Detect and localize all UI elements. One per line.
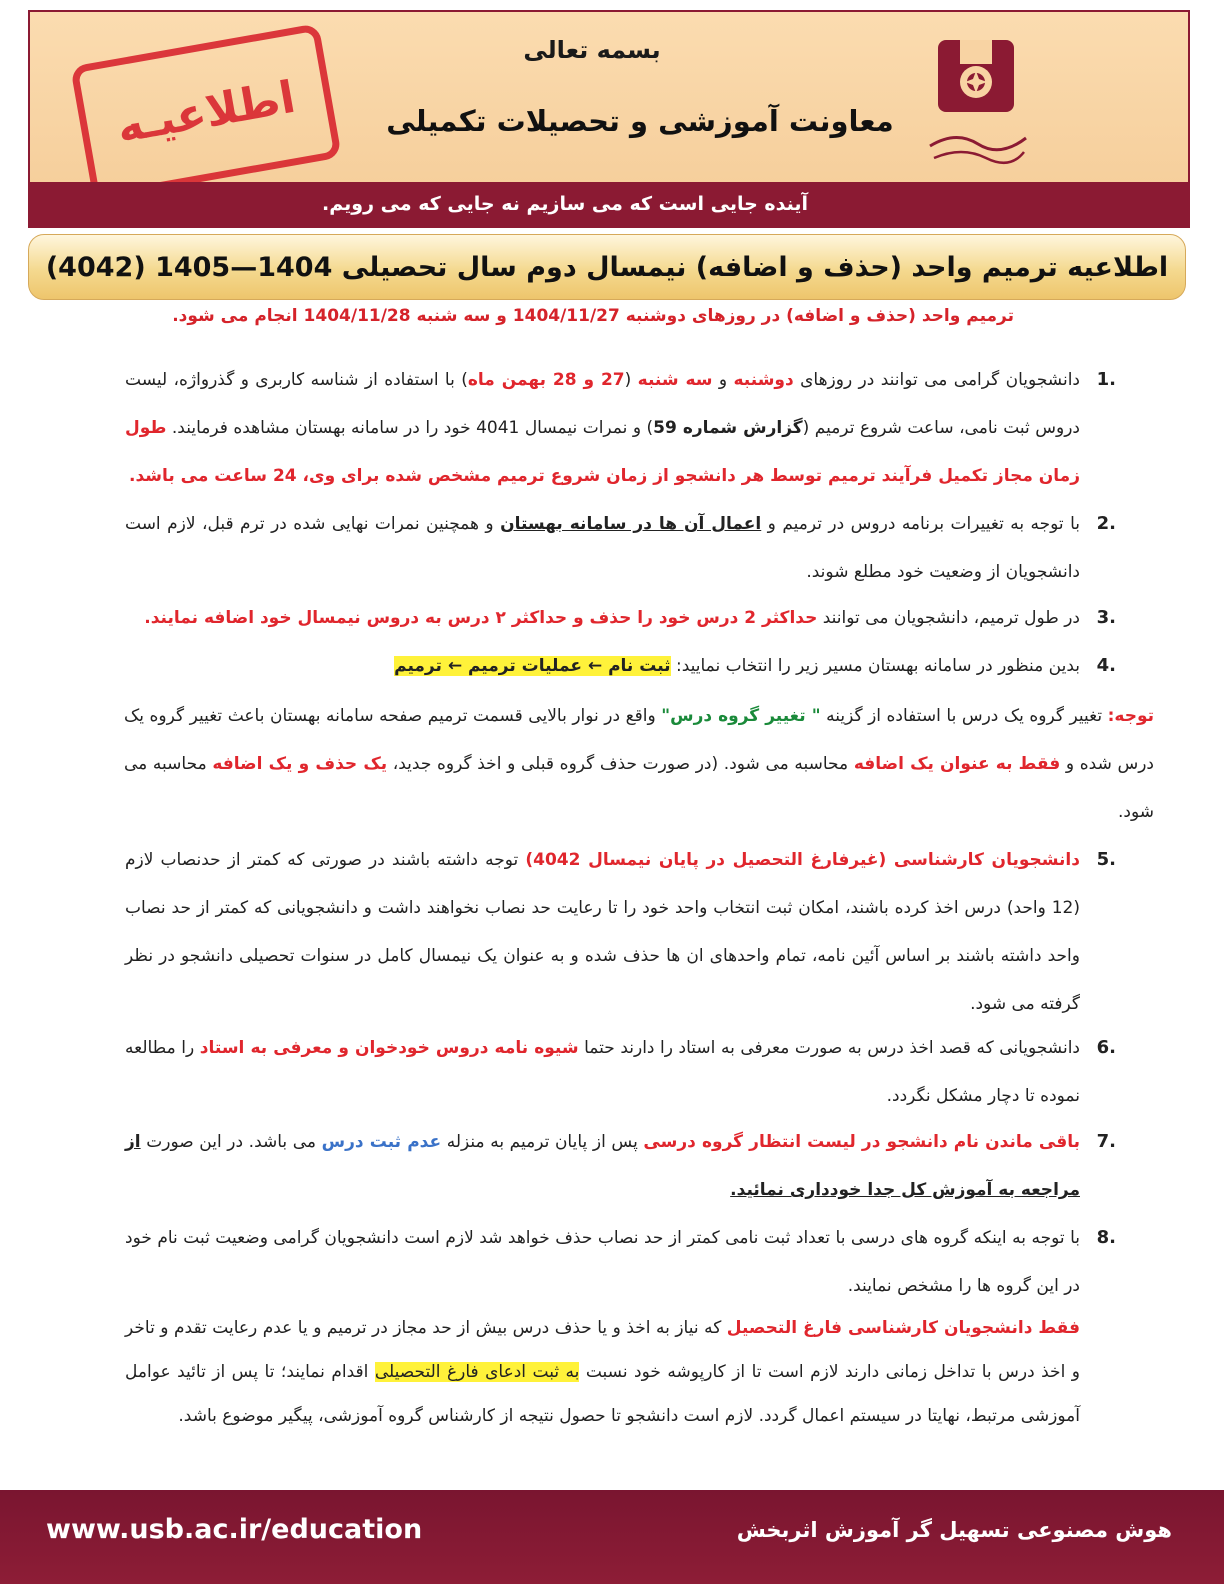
- graduate-highlight: به ثبت ادعای فارغ التحصیلی: [374, 1362, 580, 1382]
- note-text: تغییر گروه یک درس با استفاده از گزینه: [820, 706, 1108, 726]
- header-banner: [28, 10, 1190, 228]
- slogan-band: [30, 182, 1188, 226]
- item-text: با توجه به اینکه گروه های درسی با تعداد ثبت نامی کمتر از حد نصاب حذف خواهد شد لازم است دانشجویان گرامی وضعیت ثبت نام خود در این گروه ها را مشخص نمایند.: [125, 1228, 1080, 1296]
- note-option: " تغییر گروه درس": [661, 706, 821, 726]
- item-number: 8.: [1096, 1227, 1116, 1248]
- note-label: توجه:: [1107, 706, 1155, 726]
- note-text: محاسبه می شود.: [124, 754, 1154, 822]
- note-text: واقع در نوار بالایی قسمت ترمیم صفحه سامانه بهستان باعث تغییر گروه یک درس شده و: [124, 706, 1155, 774]
- stamp-label: اطلاعیـه: [113, 71, 299, 153]
- item-text: و: [712, 370, 734, 390]
- item-number: 3.: [1096, 607, 1116, 628]
- graduate-note: [125, 1306, 1080, 1438]
- item-emphasis: دوشنبه: [733, 370, 794, 390]
- item-text: (: [624, 370, 638, 390]
- graduate-text: اقدام نمایند؛ تا پس از تائید عوامل آموزشی مرتبط، نهایتا در سیستم اعمال گردد. لازم است دانشجو تا حصول نتیجه از کارشناس گروه آموزشی، پیگیر موضوع باشد.: [125, 1362, 1080, 1426]
- item-emphasis: 27 و 28 بهمن ماه: [467, 370, 625, 390]
- item-number: 7.: [1096, 1131, 1116, 1152]
- item-text: ) و نمرات نیمسال 4041 خود را در سامانه بهستان مشاهده فرمایند.: [166, 418, 654, 438]
- page-title: اطلاعیه ترمیم واحد (حذف و اضافه) نیمسال دوم سال تحصیلی 1404—1405 (4042): [45, 252, 1169, 283]
- item-emphasis: طول زمان مجاز تکمیل فرآیند ترمیم توسط هر دانشجو از زمان شروع ترمیم مشخص شده برای وی، 24 ساعت می باشد.: [125, 418, 1080, 486]
- item-emphasis: سه شنبه: [637, 370, 713, 390]
- note-text: محاسبه می شود. (در صورت حذف گروه قبلی و اخذ گروه جدید،: [387, 754, 854, 774]
- list-item-3: [125, 596, 1116, 640]
- list-item-1: [125, 356, 1116, 500]
- item-text: را مطالعه نموده تا دچار مشکل نگردد.: [125, 1038, 1080, 1106]
- university-logo: [916, 34, 1036, 174]
- list-item-7: [125, 1118, 1116, 1214]
- note-emphasis: یک حذف و یک اضافه: [212, 754, 388, 774]
- note-paragraph: [124, 692, 1154, 836]
- item-number: 6.: [1096, 1037, 1116, 1058]
- item-text: دانشجویانی که قصد اخذ درس به صورت معرفی به استاد را دارند حتما: [578, 1038, 1080, 1058]
- item-text: توجه داشته باشند در صورتی که کمتر از حدنصاب لازم (12 واحد) درس اخذ کرده باشند، امکان ثبت انتخاب واحد خود را تا رعایت حد نصاب نخواهند داشت و دانشجویانی که کمتر از حد نصاب واحد داشته باشند بر اساس آئین نامه، تمام واحدهای ان ها حذف شده و به عنوان یک نیمسال کامل در سنوات تحصیلی دانشجو در نظر گرفته می شود.: [125, 850, 1080, 1014]
- item-text: بدین منظور در سامانه بهستان مسیر زیر را انتخاب نمایید:: [670, 656, 1080, 676]
- item-number: 4.: [1096, 655, 1116, 676]
- item-emphasis: حداکثر 2 درس خود را حذف و حداکثر ۲ درس به دروس نیمسال خود اضافه نمايند.: [144, 608, 818, 628]
- item-bold: گزارش شماره 59: [653, 418, 803, 438]
- item-text: دانشجویان گرامی می توانند در روزهای: [793, 370, 1080, 390]
- besmellah: بسمه تعالی: [523, 36, 661, 64]
- list-item-8: [125, 1214, 1116, 1310]
- list-item-4: [125, 644, 1116, 688]
- graduate-emphasis: فقط دانشجویان کارشناسی فارغ التحصیل: [726, 1318, 1080, 1338]
- item-text: با توجه به تغییرات برنامه دروس در ترمیم و: [761, 514, 1080, 534]
- item-text: پس از پایان ترمیم به منزله: [441, 1132, 644, 1152]
- title-box: [28, 234, 1186, 300]
- footer-tagline: هوش مصنوعی تسهیل گر آموزش اثربخش: [736, 1518, 1172, 1542]
- list-item-6: [125, 1024, 1116, 1120]
- item-emphasis: دانشجویان کارشناسی (غیرفارغ التحصیل در پایان نیمسال 4042): [525, 850, 1080, 870]
- graduate-text: که نیاز به اخذ و یا حذف درس بیش از حد مجاز در ترمیم و یا عدم رعایت تقدم و تاخر و اخذ درس با تداخل زمانی دارند لازم است تا از کارپوشه خود نسبت: [125, 1318, 1080, 1382]
- date-subline: ترمیم واحد (حذف و اضافه) در روزهای دوشنبه 1404/11/27 و سه شنبه 1404/11/28 انجام می شود.: [172, 306, 1014, 326]
- slogan: آینده جایی است که می سازیم نه جایی که می رویم.: [322, 193, 808, 215]
- item-text: در طول ترمیم، دانشجویان می توانند: [817, 608, 1080, 628]
- item-emphasis: باقی ماندن نام دانشجو در لیست انتظار گروه درسی: [643, 1132, 1080, 1152]
- item-number: 5.: [1096, 849, 1116, 870]
- item-underlined: از مراجعه به آموزش کل جدا خودداری نمائید.: [125, 1132, 1080, 1200]
- item-underlined: اعمال آن ها در سامانه بهستان: [500, 514, 762, 534]
- item-number: 1.: [1096, 369, 1116, 390]
- list-item-5: [125, 836, 1116, 1028]
- item-number: 2.: [1096, 513, 1116, 534]
- item-text: ) با استفاده از شناسه کاربری و گذرواژه، لیست دروس ثبت نامی، ساعت شروع ترمیم (: [125, 370, 1080, 438]
- menu-path: ثبت نام ← عملیات ترمیم ← ترمیم: [394, 656, 671, 676]
- list-item-2: [125, 500, 1116, 596]
- department-title: معاونت آموزشی و تحصیلات تکمیلی: [386, 104, 894, 138]
- item-blue-emphasis: عدم ثبت درس: [321, 1132, 442, 1152]
- item-emphasis: شیوه نامه دروس خودخوان و معرفی به استاد: [199, 1038, 579, 1058]
- note-emphasis: فقط به عنوان یک اضافه: [853, 754, 1061, 774]
- item-text: می باشد. در این صورت: [140, 1132, 322, 1152]
- footer-url-link[interactable]: www.usb.ac.ir/education: [46, 1514, 423, 1545]
- item-text: و همچنین نمرات نهایی شده در ترم قبل، لازم است دانشجویان از وضعیت خود مطلع شوند.: [125, 514, 1080, 582]
